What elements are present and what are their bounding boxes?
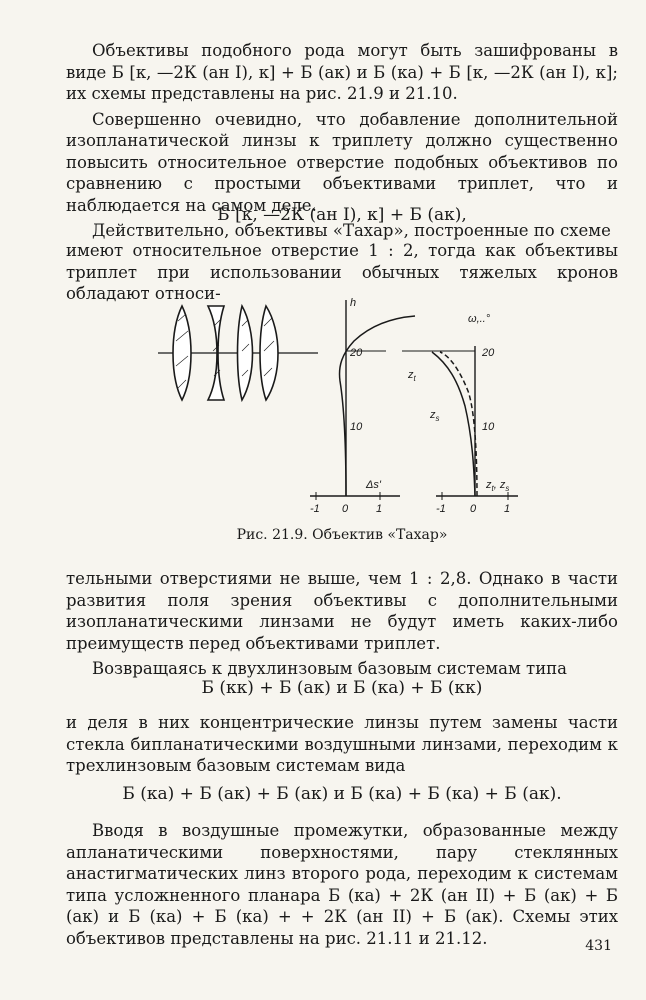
text-block-middle [66, 568, 618, 680]
left-x-tick-1: 1 [376, 503, 383, 515]
paragraph-3: Действительно, объективы «Тахар», построенные по схеме [92, 221, 611, 240]
formula-3: Б (ка) + Б (ак) + Б (ак) и Б (ка) + Б (ка) + Б (ак). [122, 784, 562, 804]
right-zt-label: $z_t$ [408, 369, 416, 383]
left-x-tick-0: 0 [342, 503, 349, 515]
right-bottom-label: $z_t$, $z_s$ [486, 479, 510, 493]
paragraph-4 [66, 240, 618, 305]
right-x-tick-0: 0 [470, 503, 477, 515]
lens-3 [238, 306, 253, 400]
lens-4 [260, 306, 278, 400]
right-x-tick-1: 1 [504, 503, 511, 515]
paragraph-1: Объективы подобного рода могут быть зашифрованы в виде Б [к, —2К (ан I), к] + Б (ак) и Б (ка) + Б [к, —2К (ан I), к]; их схемы представлены на рис. 21.9 и 21.10. [66, 41, 618, 103]
paragraph-5: тельными отверстиями не выше, чем 1 : 2,8. Однако в части развития поля зрения объективы с дополнительными изопланатическими линзами не будут иметь каких-либо преимуществ перед объективами триплет. [66, 569, 618, 653]
right-tick-10: 10 [482, 421, 495, 433]
left-tick-20: 20 [350, 347, 363, 359]
paragraph-7: и деля в них концентрические линзы путем замены части стекла бипланатическими воздушными линзами, переходим к трехлинзовым базовым системам вида [66, 713, 618, 775]
right-tick-20: 20 [482, 347, 495, 359]
paragraph-2: Совершенно очевидно, что добавление дополнительной изопланатической линзы к триплету должно существенно повысить относительное отверстие подобных объективов по сравнению с простыми объективами триплет, что и наблюдается на самом деле. [66, 109, 618, 215]
paragraph-6: Возвращаясь к двухлинзовым базовым системам типа [92, 659, 568, 678]
paragraph-8: Вводя в воздушные промежутки, образованные между апланатическими поверхностями, пару стеклянных анастигматических линз второго рода, переходим к системам типа усложненного планара Б (ка) + 2К (ан II) + Б (ак) + Б (ак) и Б (ка) + Б (ка) + + 2К (ан II) + Б (ак). Схемы этих объективов представлены на рис. 21.11 и 21.12. [66, 821, 618, 948]
right-zs-label: $z_s$ [430, 409, 440, 423]
right-y-label: ω,..° [468, 313, 491, 325]
left-curve-label: Δs' [366, 479, 381, 491]
aberration-graph-right [400, 296, 540, 526]
zs-curve [432, 352, 475, 496]
paragraph-7-block [66, 712, 618, 777]
page-number: 431 [585, 938, 612, 954]
right-x-tick-m1: -1 [436, 503, 446, 515]
formula-2: Б (кк) + Б (ак) и Б (ка) + Б (кк) [201, 678, 483, 698]
zt-curve [440, 352, 477, 496]
left-y-label: h [350, 297, 357, 309]
paragraph-4-text: имеют относительное отверстие 1 : 2, тогда как объективы триплет при использовании обычных тяжелых кронов обладают относи- [66, 241, 618, 303]
lens-schematic [158, 296, 318, 416]
formula-1: Б [к, —2К (ан I), к] + Б (ак), [217, 205, 467, 225]
paragraph-8-block [66, 820, 618, 949]
left-x-tick-m1: -1 [310, 503, 320, 515]
left-tick-10: 10 [350, 421, 363, 433]
lens-1 [173, 306, 191, 400]
figure-caption: Рис. 21.9. Объектив «Тахар» [236, 527, 448, 543]
